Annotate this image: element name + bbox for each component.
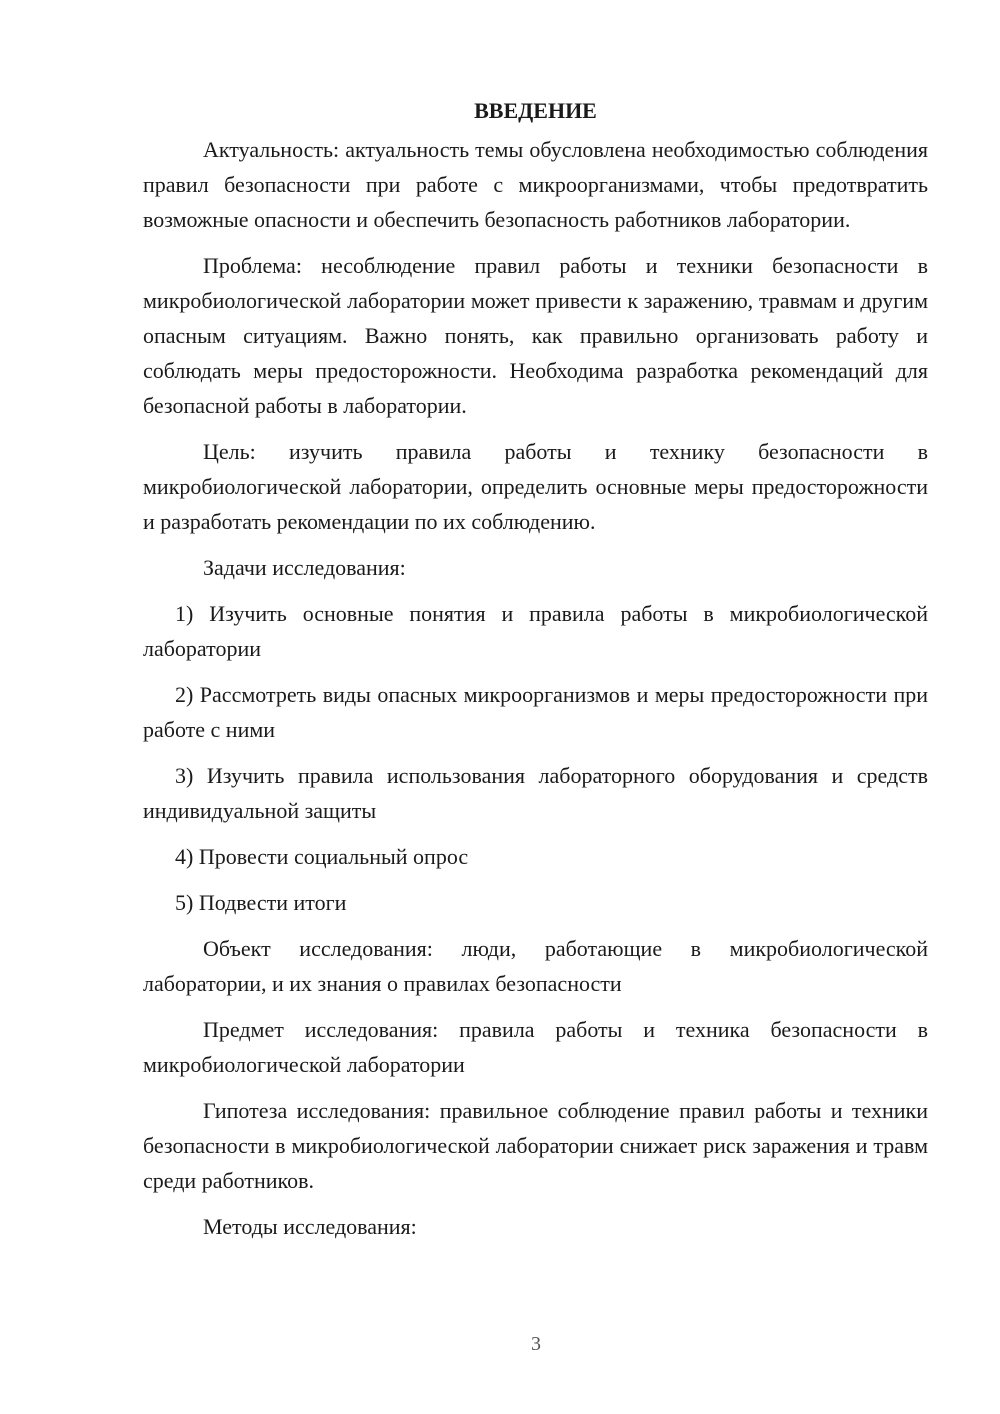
paragraph-hypothesis: Гипотеза исследования: правильное соблюдение правил работы и техники безопасности в микробиологической лаборатории снижает риск заражения и травм среди работников.	[143, 1098, 928, 1193]
page-content	[143, 96, 928, 1255]
paragraph-problem: Проблема: несоблюдение правил работы и техники безопасности в микробиологической лаборатории может привести к заражению, травмам и другим опасным ситуациям. Важно понять, как правильно организовать работу и соблюдать меры предосторожности. Необходима разработка рекомендаций для безопасной работы в лаборатории.	[143, 253, 928, 418]
task-item-5: 5) Подвести итоги	[175, 890, 347, 915]
paragraph-goal: Цель: изучить правила работы и технику безопасности в микробиологической лаборатории, определить основные меры предосторожности и разработать рекомендации по их соблюдению.	[143, 439, 928, 534]
task-item-1: 1) Изучить основные понятия и правила работы в микробиологической лаборатории	[143, 601, 928, 661]
task-item-2: 2) Рассмотреть виды опасных микроорганизмов и меры предосторожности при работе с ними	[143, 682, 928, 742]
page-number: 3	[531, 1333, 541, 1355]
page-title: ВВЕДЕНИЕ	[474, 98, 597, 123]
methods-title: Методы исследования:	[203, 1214, 417, 1239]
paragraph-relevance: Актуальность: актуальность темы обусловлена необходимостью соблюдения правил безопасности при работе с микроорганизмами, чтобы предотвратить возможные опасности и обеспечить безопасность работников лаборатории.	[143, 137, 928, 232]
task-item-3: 3) Изучить правила использования лабораторного оборудования и средств индивидуальной защиты	[143, 763, 928, 823]
paragraph-subject: Предмет исследования: правила работы и техника безопасности в микробиологической лаборатории	[143, 1017, 928, 1077]
paragraph-object: Объект исследования: люди, работающие в микробиологической лаборатории, и их знания о правилах безопасности	[143, 936, 928, 996]
tasks-title: Задачи исследования:	[203, 555, 406, 580]
task-item-4: 4) Провести социальный опрос	[175, 844, 469, 869]
